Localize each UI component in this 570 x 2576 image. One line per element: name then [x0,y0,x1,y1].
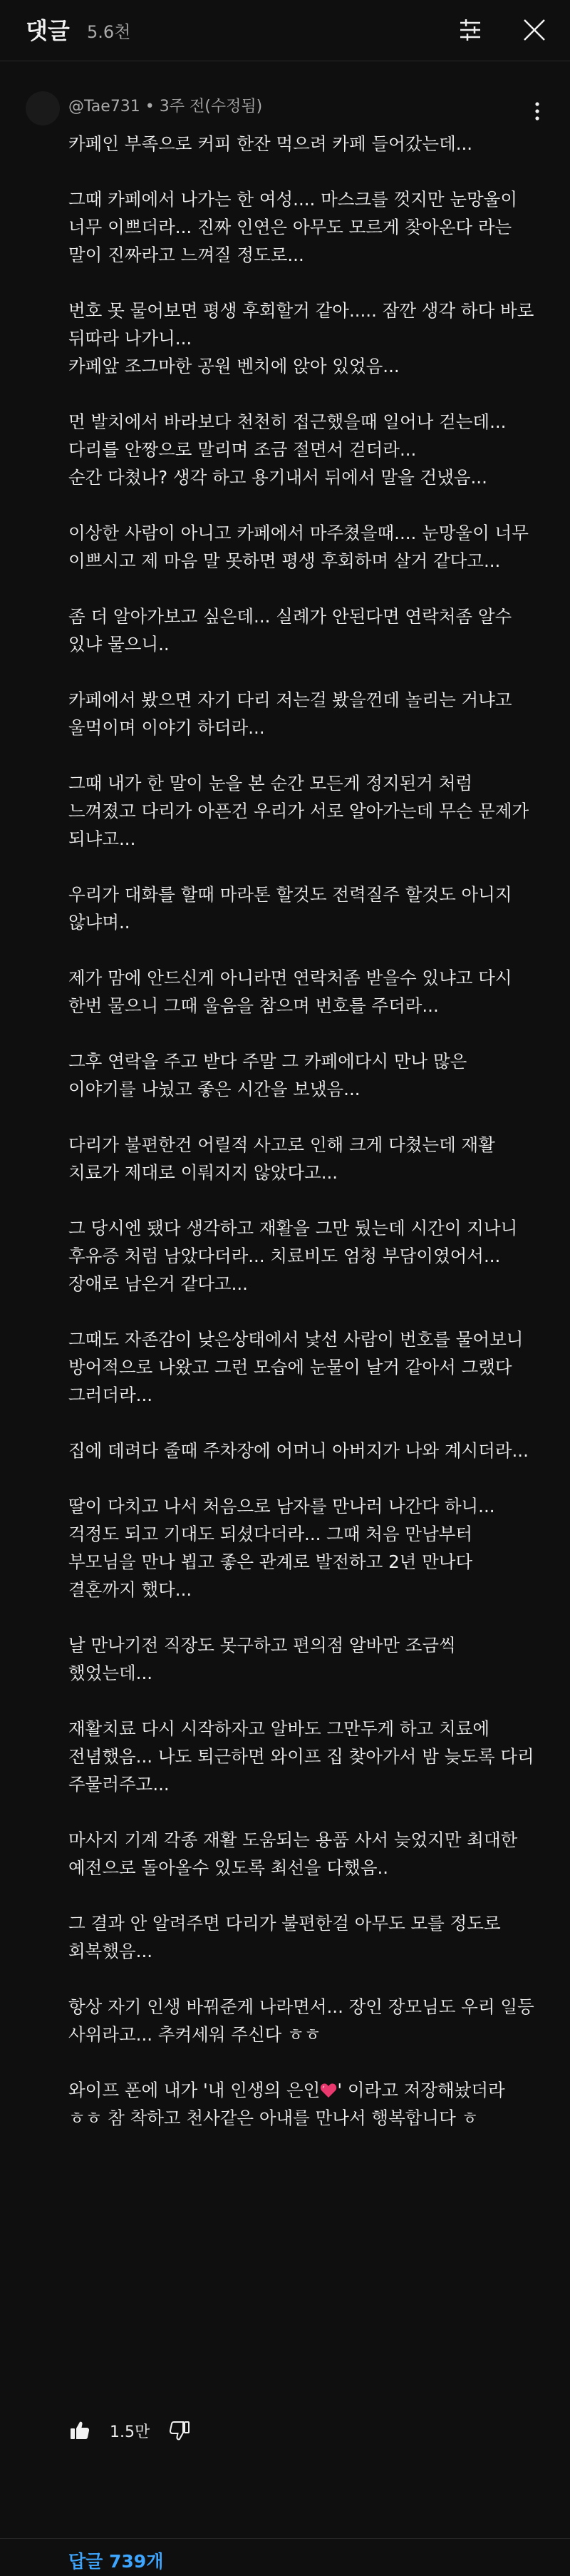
comment-paragraph: 카페에서 봤으면 자기 다리 저는걸 봤을껀데 놀리는 거냐고 울먹이며 이야기 하더라... [68,689,518,738]
comment-paragraph: 딸이 다치고 나서 처음으로 남자를 만나러 나간다 하니... 걱정도 되고 기대도 되셨다더라... 그때 처음 만남부터 부모님을 만나 뵙고 좋은 관계로 발전하고 2년 만나다 결혼까지 했다... [68,1496,501,1600]
comment-paragraph: 그때 카페에서 나가는 한 여성.... 마스크를 껏지만 눈망울이 너무 이쁘더라... 진짜 인연은 아무도 모르게 찾아온다 라는 말이 진짜라고 느껴질 정도로... [68,189,523,265]
more-vertical-icon[interactable] [529,98,546,124]
comment-paragraph: 우리가 대화를 할때 마라톤 할것도 전력질주 할것도 아니지 않냐며.. [68,884,518,933]
comment-paragraph: 카페인 부족으로 커피 한잔 먹으려 카페 들어갔는데... [68,133,473,154]
close-icon[interactable] [520,16,549,44]
comment-paragraph: 그때도 자존감이 낮은상태에서 낯선 사람이 번호를 물어보니 방어적으로 나왔고 그런 모습에 눈물이 날거 같아서 그랬다 그러더라... [68,1329,529,1405]
comment-paragraph: 마사지 기계 각종 재활 도움되는 용품 사서 늦었지만 최대한 예전으로 돌아올수 있도록 최선을 다했음.. [68,1830,524,1878]
comment-paragraph: 그후 연락을 주고 받다 주말 그 카페에다시 만나 많은 이야기를 나눴고 좋은 시간을 보냈음... [68,1051,473,1099]
avatar[interactable] [26,91,60,125]
comment-paragraph-last [68,2076,539,2132]
thumbs-up-icon[interactable] [68,2419,91,2442]
comment-paragraph: 그때 내가 한 말이 눈을 본 순간 모든게 정지된거 처럼 느껴졌고 다리가 아픈건 우리가 서로 알아가는데 무슨 문제가 되냐고... [68,773,534,849]
comment-last-text-end: ' 이라고 저장해놨더라 ㅎㅎ 참 착하고 천사같은 아내를 만나서 행복합니다 ㅎ [68,2080,511,2128]
comment-paragraph: 좀 더 알아가보고 싶은데... 실례가 안된다면 연락처좀 알수 있냐 물으니.. [68,606,518,655]
comment-paragraph: 항상 자기 인생 바꿔준게 나라면서... 장인 장모님도 우리 일등 사위라고... 추켜세워 주신다 ㅎㅎ [68,1996,540,2045]
comments-title: 댓글 [26,17,70,44]
thumbs-down-icon[interactable] [168,2419,191,2442]
comment-paragraph: 재활치료 다시 시작하자고 알바도 그만두게 하고 치료에 전념했음... 나도 퇴근하면 와이프 집 찾아가서 밤 늦도록 다리 주물러주고... [68,1718,540,1795]
comment-paragraph: 집에 데려다 줄때 주차장에 어머니 아버지가 나와 계시더라... [68,1440,529,1461]
replies-bar [0,2538,570,2576]
comment-last-text-start: 와이프 폰에 내가 '내 인생의 은인 [68,2080,321,2100]
comment-meta: @Tae731 • 3주 전(수정됨) [68,98,263,116]
comment-paragraph: 제가 맘에 안드신게 아니라면 연락처좀 받을수 있냐고 다시 한번 물으니 그때 울음을 참으며 번호를 주더라... [68,968,518,1016]
comment-paragraph: 이상한 사람이 아니고 카페에서 마주쳤을때.... 눈망울이 너무 이쁘시고 제 마음 말 못하면 평생 후회하며 살거 같다고... [68,523,534,571]
comment-paragraph: 번호 못 물어보면 평생 후회할거 같아..... 잠깐 생각 하다 바로 뒤따라 나가니... 카페앞 조그마한 공원 벤치에 앉아 있었음... [68,300,534,376]
comments-count: 5.6천 [87,22,131,42]
comment-paragraph: 다리가 불편한건 어릴적 사고로 인해 크게 다쳤는데 재활 치료가 제대로 이뤄지지 않았다고... [68,1134,501,1183]
heart-emoji-icon [320,2083,337,2098]
comment-paragraph: 그 당시엔 됐다 생각하고 재활을 그만 뒀는데 시간이 지나니 후유증 처럼 남았다더라... 치료비도 엄청 부담이였어서... 장애로 남은거 같다고... [68,1218,524,1294]
comment-actions [68,2415,191,2446]
comment-paragraph: 그 결과 안 알려주면 다리가 불편한걸 아무도 모를 정도로 회복했음... [68,1913,507,1961]
like-count: 1.5만 [110,2423,150,2441]
comment-body [68,130,539,2132]
sliders-icon[interactable] [456,16,484,44]
replies-button[interactable]: 답글 739개 [68,2551,164,2572]
comment-paragraph: 날 만나기전 직장도 못구하고 편의점 알바만 조금씩 했었는데... [68,1635,462,1683]
comments-header [0,0,570,61]
comment-paragraph: 먼 발치에서 바라보다 천천히 접근했을때 일어나 걷는데... 다리를 안짱으로 말리며 조금 절면서 걷더라... 순간 다쳤나? 생각 하고 용기내서 뒤에서 말을 건냈음... [68,411,507,488]
